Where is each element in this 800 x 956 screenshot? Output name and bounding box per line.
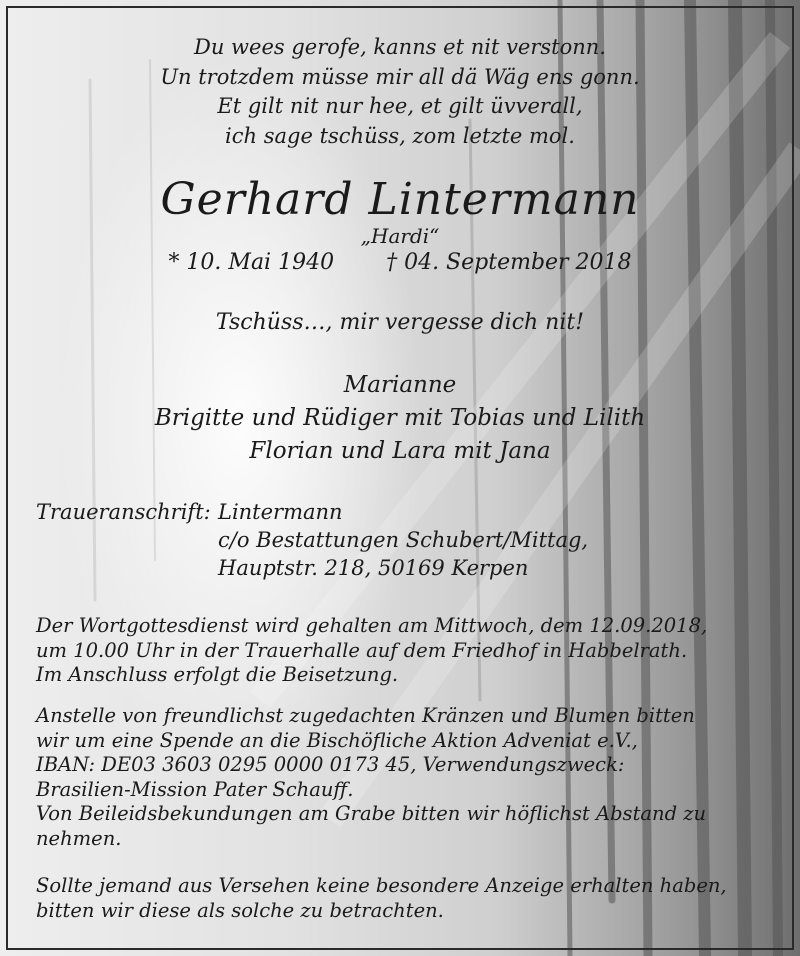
deceased-nickname: „Hardi“ (360, 224, 440, 248)
deceased-name: Gerhard Lintermann (160, 174, 640, 225)
text-line: Brasilien-Mission Pater Schauff. (36, 777, 354, 801)
text-line: Sollte jemand aus Versehen keine besondere Anzeige erhalten haben, (36, 874, 727, 897)
family-line: Brigitte und Rüdiger mit Tobias und Lilith (154, 405, 646, 431)
address-line: Lintermann (218, 500, 343, 524)
text-line: Von Beileidsbekundungen am Grabe bitten wir höflichst Abstand zu (36, 802, 707, 826)
poem (0, 33, 800, 151)
text-line: um 10.00 Uhr in der Trauerhalle auf dem Friedhof in Habbelrath. (36, 638, 688, 662)
birth-date: * 10. Mai 1940 (168, 250, 335, 275)
family-line: Marianne (343, 372, 457, 398)
farewell-line: Tschüss…, mir vergesse dich nit! (215, 310, 585, 335)
poem-line: ich sage tschüss, zom letzte mol. (225, 123, 575, 148)
service-paragraph (36, 614, 707, 688)
text-line: bitten wir diese als solche zu betrachten. (36, 898, 444, 922)
text-line: IBAN: DE03 3603 0295 0000 0173 45, Verwendungszweck: (36, 753, 625, 777)
life-dates (0, 250, 800, 275)
death-date: † 04. September 2018 (386, 250, 632, 275)
text-line: wir um eine Spende an die Bischöfliche Aktion Adveniat e.V., (36, 728, 638, 752)
family-line: Florian und Lara mit Jana (249, 438, 551, 464)
text-line: Anstelle von freundlichst zugedachten Kränzen und Blumen bitten (36, 704, 695, 727)
address-line: Hauptstr. 218, 50169 Kerpen (218, 556, 529, 580)
poem-line: Et gilt nit nur hee, et gilt üvverall, (217, 94, 583, 118)
text-line: Im Anschluss erfolgt die Beisetzung. (36, 663, 399, 687)
poem-line: Du wees gerofe, kanns et nit verstonn. (194, 35, 606, 59)
address-label: Traueranschrift: (36, 500, 211, 524)
donation-paragraph (36, 704, 706, 852)
text-line: nehmen. (36, 826, 122, 850)
text-line: Der Wortgottesdienst wird gehalten am Mittwoch, dem 12.09.2018, (36, 614, 708, 637)
family-list (0, 369, 800, 468)
address-line: c/o Bestattungen Schubert/Mittag, (218, 528, 589, 552)
notice-paragraph (36, 874, 727, 923)
address-block (218, 498, 588, 582)
poem-line: Un trotzdem müsse mir all dä Wäg ens gonn. (160, 64, 640, 89)
